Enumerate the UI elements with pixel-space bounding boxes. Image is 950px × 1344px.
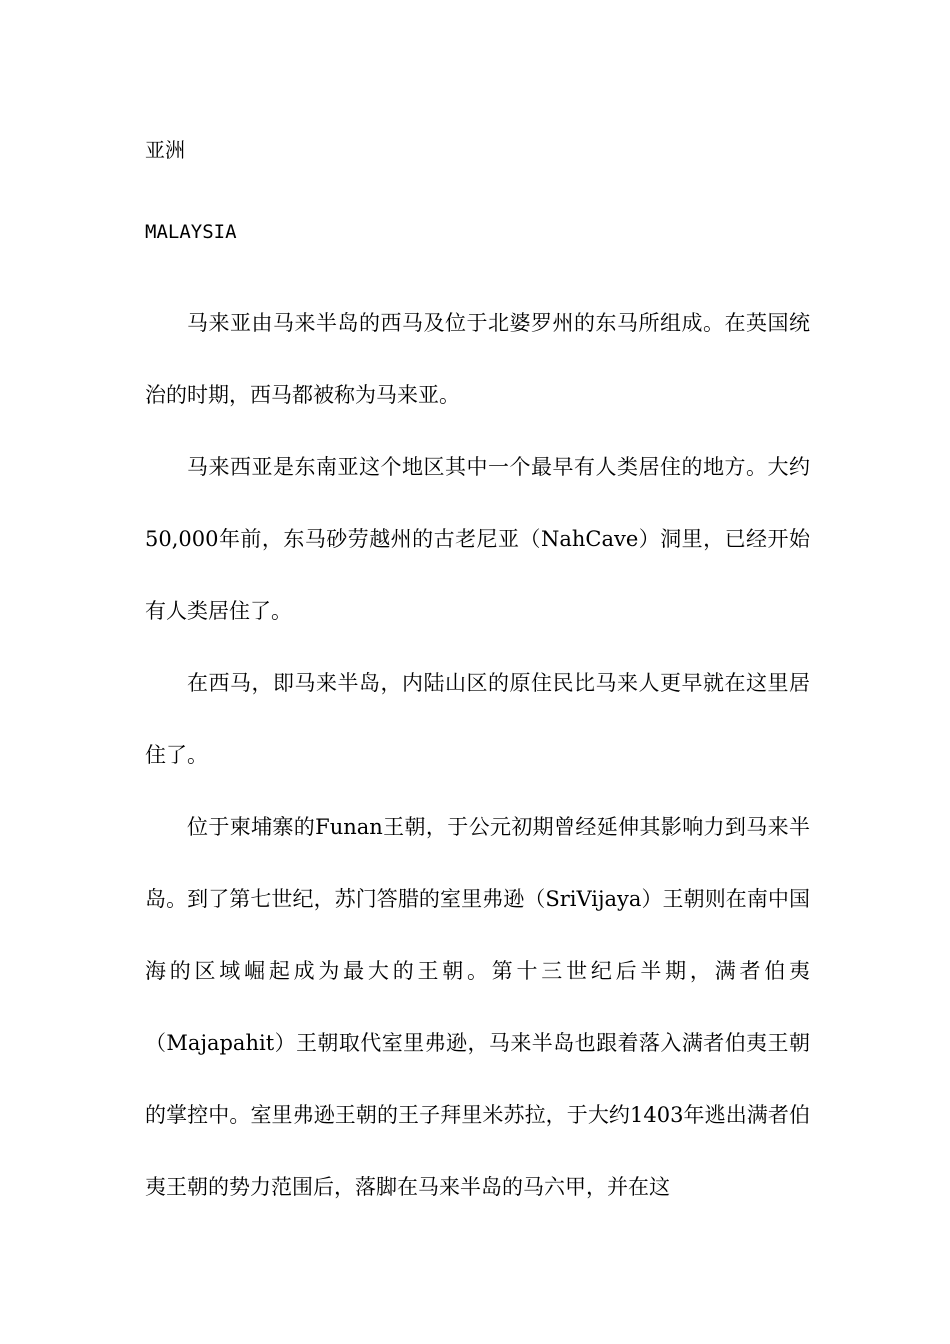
region-heading: 亚洲	[145, 138, 185, 162]
paragraph-2: 马来西亚是东南亚这个地区其中一个最早有人类居住的地方。大约50,000年前，东马砂劳越州的古老尼亚（NahCave）洞里，已经开始有人类居住了。	[145, 455, 810, 623]
paragraph-3: 在西马，即马来半岛，内陆山区的原住民比马来人更早就在这里居住了。	[145, 671, 810, 767]
country-heading: MALAYSIA	[145, 221, 237, 243]
paragraph-4: 位于柬埔寨的Funan王朝，于公元初期曾经延伸其影响力到马来半岛。到了第七世纪，苏门答腊的室里弗逊（SriVijaya）王朝则在南中国海的区域崛起成为最大的王朝。第十三世纪后半期，满者伯夷（Majapahit）王朝取代室里弗逊，马来半岛也跟着落入满者伯夷王朝的掌控中。室里弗逊王朝的王子拜里米苏拉，于大约1403年逃出满者伯夷王朝的势力范围后，落脚在马来半岛的马六甲，并在这	[145, 815, 810, 1199]
document-page	[145, 130, 810, 1223]
paragraph-1: 马来亚由马来半岛的西马及位于北婆罗州的东马所组成。在英国统治的时期，西马都被称为马来亚。	[145, 311, 810, 407]
